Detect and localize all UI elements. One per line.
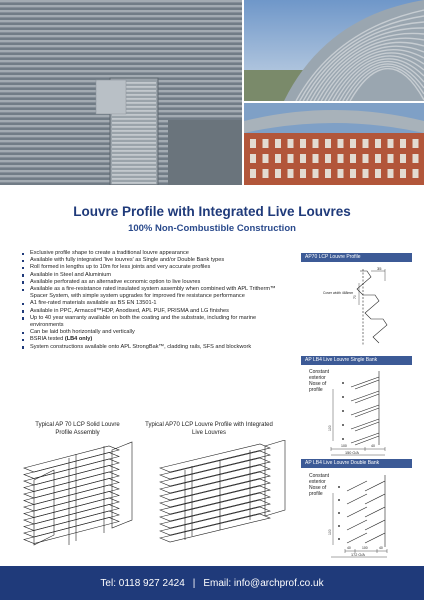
double-dim-a: 40 (347, 546, 351, 550)
brick-building-image (244, 103, 424, 185)
lcp-profile-drawing (305, 265, 405, 350)
list-item: BSRIA tested (LB4 only) (22, 336, 284, 343)
contact-footer (0, 566, 424, 600)
single-dim-side: 100 (328, 425, 332, 431)
footer-telephone[interactable]: Tel: 0118 927 2424 (100, 577, 185, 589)
solid-assembly-diagram (14, 440, 144, 550)
list-item: Roll formed in lengths up to 10m for less joints and very accurate profiles (22, 264, 284, 271)
building-photo-brick (244, 103, 424, 185)
feature-list (22, 250, 284, 351)
list-item: Exclusive profile shape to create a traditional louvre appearance (22, 250, 284, 257)
single-note-nose: Nose of (309, 381, 327, 387)
building-photo-curved (244, 0, 424, 101)
double-dim-b: 100 (362, 546, 368, 550)
single-note-constant: Constant (309, 369, 330, 375)
footer-separator: | (192, 577, 196, 589)
double-bank-label: AP LB4 Live Louvre Double Bank (301, 459, 412, 468)
single-dim-b: 40 (371, 444, 375, 448)
curved-louvre-image (244, 0, 424, 101)
louvre-wall-image (0, 0, 242, 185)
list-item: A1 fire-rated materials available as BS EN 13501-1 (22, 300, 284, 307)
list-item: Can be laid both horizontally and vertically (22, 329, 284, 336)
list-item: Available in Steel and Aluminium (22, 272, 284, 279)
single-note-exterior: exterior (309, 375, 326, 381)
lcp-dim-side: 70 (353, 295, 357, 299)
double-note-nose: Nose of (309, 485, 327, 491)
list-item: Available with fully integrated 'live louvres' as Single and/or Double Bank types (22, 257, 284, 264)
page-subtitle: 100% Non-Combustible Construction (128, 223, 296, 234)
live-louvre-assembly-diagram (150, 440, 290, 550)
single-dim-total: 150 O/A (345, 451, 359, 455)
double-note-constant: Constant (309, 473, 330, 479)
lcp-dim-top: 35 (377, 266, 382, 271)
double-dim-c: 40 (379, 546, 383, 550)
double-bank-drawing (305, 471, 405, 561)
list-item: Available in PPC, Armacoil™HDP, Anodised, APL PUF, PRISMA and LG finishes (22, 308, 284, 315)
assembly-caption-solid: Typical AP 70 LCP Solid Louvre Profile Assembly (35, 422, 120, 436)
double-dim-total: 172 O/A (351, 553, 365, 557)
single-dim-a: 100 (341, 444, 347, 448)
single-note-profile: profile (309, 387, 323, 393)
page-title: Louvre Profile with Integrated Live Louvres (73, 204, 351, 219)
assembly-caption-live: Typical AP70 LCP Louvre Profile with Integrated Live Louvres (145, 422, 273, 436)
list-item: Available perforated as an alternative economic option to live louvres (22, 279, 284, 286)
single-bank-label: AP LB4 Live Louvre Single Bank (301, 356, 412, 365)
double-dim-side: 100 (328, 529, 332, 535)
footer-email[interactable]: Email: info@archprof.co.uk (203, 577, 324, 589)
double-note-exterior: exterior (309, 479, 326, 485)
list-item: System constructions available onto APL StrongBak™, cladding rails, SFS and blockwork (22, 344, 284, 351)
list-item: Available as a fire-resistance rated insulated system assembly when combined with APL Tritherm™ Spacer System, with simple system upgrades for improved fire resistance performance (22, 286, 284, 300)
single-bank-drawing (305, 367, 405, 457)
lcp-cover-width: Cover width 468mm (323, 291, 354, 295)
double-note-profile: profile (309, 491, 323, 497)
building-photo-louvres (0, 0, 242, 185)
list-item: Up to 40 year warranty available on both the coating and the substrate, including for marine environments (22, 315, 284, 329)
lcp-profile-label: AP70 LCP Louvre Profile (301, 253, 412, 262)
